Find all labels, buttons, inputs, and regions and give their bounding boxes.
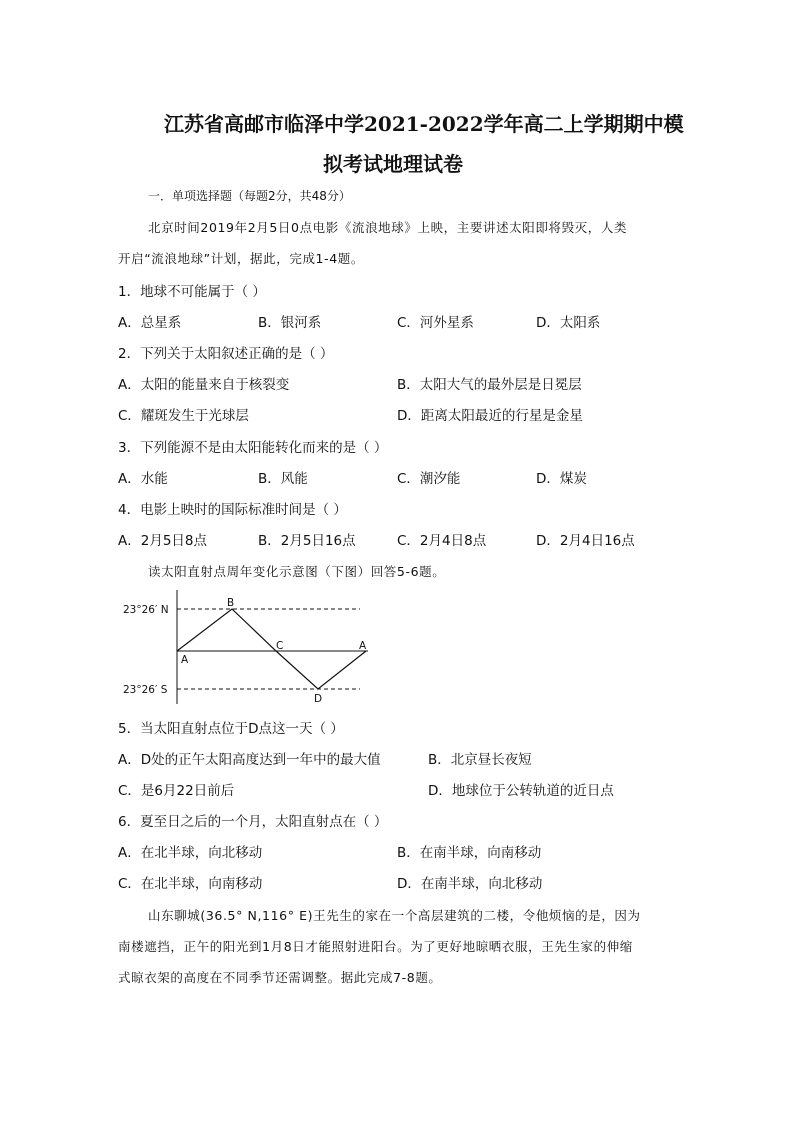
question-4-option-a: A．2月5日8点 xyxy=(118,533,208,549)
question-5-option-b: B．北京昼长夜短 xyxy=(428,752,532,768)
question-6-option-c: C．在北半球，向南移动 xyxy=(118,876,263,892)
intro-paragraph-1-line1: 北京时间2019年2月5日0点电影《流浪地球》上映，主要讲述太阳即将毁灭，人类 xyxy=(148,220,628,235)
question-3-option-a: A．水能 xyxy=(118,471,168,487)
question-1-option-a: A．总星系 xyxy=(118,315,182,331)
intro-paragraph-3-line2: 南楼遮挡，正午的阳光到1月8日才能照射进阳台。为了更好地晾晒衣服，王先生家的伸缩 xyxy=(118,939,633,954)
question-6-option-a: A．在北半球，向北移动 xyxy=(118,845,263,861)
question-4-option-b: B．2月5日16点 xyxy=(258,533,356,549)
question-2-option-c: C．耀斑发生于光球层 xyxy=(118,408,249,424)
question-1-option-c: C．河外星系 xyxy=(397,315,474,331)
question-3-stem: 3．下列能源不是由太阳能转化而来的是（ ） xyxy=(118,440,388,456)
question-1-option-d: D．太阳系 xyxy=(536,315,601,331)
intro-paragraph-3-line1: 山东聊城(36.5° N,116° E)王先生的家在一个高层建筑的二楼，令他烦恼的是，因为 xyxy=(148,908,641,923)
intro-paragraph-2: 读太阳直射点周年变化示意图（下图）回答5-6题。 xyxy=(148,564,446,579)
point-c-label: C xyxy=(276,640,284,652)
point-b-label: B xyxy=(227,597,235,609)
question-2-option-a: A．太阳的能量来自于核裂变 xyxy=(118,377,290,393)
question-3-option-b: B．风能 xyxy=(258,471,308,487)
question-2-option-d: D．距离太阳最近的行星是金星 xyxy=(397,408,583,424)
question-4-option-d: D．2月4日16点 xyxy=(536,533,635,549)
question-2-option-b: B．太阳大气的最外层是日冕层 xyxy=(397,377,582,393)
question-2-stem: 2．下列关于太阳叙述正确的是（ ） xyxy=(118,346,334,362)
question-6-option-b: B．在南半球，向南移动 xyxy=(397,845,542,861)
question-3-option-c: C．潮汐能 xyxy=(397,471,461,487)
page-title-line1: 江苏省高邮市临泽中学2021-2022学年高二上学期期中模 xyxy=(164,112,684,136)
question-1-option-b: B．银河系 xyxy=(258,315,322,331)
south-tropic-label: 23°26′ S xyxy=(123,684,168,696)
section-heading: 一．单项选择题（每题2分，共48分） xyxy=(148,189,351,203)
question-6-option-d: D．在南半球，向北移动 xyxy=(397,876,543,892)
question-5-option-d: D．地球位于公转轨道的近日点 xyxy=(428,783,614,799)
question-5-option-c: C．是6月22日前后 xyxy=(118,783,235,799)
north-tropic-label: 23°26′ N xyxy=(123,604,169,616)
question-5-option-a: A．D处的正午太阳高度达到一年中的最大值 xyxy=(118,752,381,768)
point-d-label: D xyxy=(314,693,323,705)
question-3-option-d: D．煤炭 xyxy=(536,471,587,487)
page-title-line2: 拟考试地理试卷 xyxy=(323,152,463,176)
point-a-left-label: A xyxy=(181,654,189,666)
intro-paragraph-1-line2: 开启“流浪地球”计划，据此，完成1-4题。 xyxy=(118,251,364,266)
question-5-stem: 5．当太阳直射点位于D点这一天（ ） xyxy=(118,721,344,737)
sun-direct-point-diagram xyxy=(118,588,378,708)
question-4-stem: 4．电影上映时的国际标准时间是（ ） xyxy=(118,502,347,518)
direct-point-path xyxy=(177,609,366,689)
question-1-stem: 1．地球不可能属于（ ） xyxy=(118,284,266,300)
question-6-stem: 6．夏至日之后的一个月，太阳直射点在（ ） xyxy=(118,814,388,830)
intro-paragraph-3-line3: 式晾衣架的高度在不同季节还需调整。据此完成7-8题。 xyxy=(118,970,442,985)
question-4-option-c: C．2月4日8点 xyxy=(397,533,487,549)
point-a-right-label: A xyxy=(359,640,367,652)
